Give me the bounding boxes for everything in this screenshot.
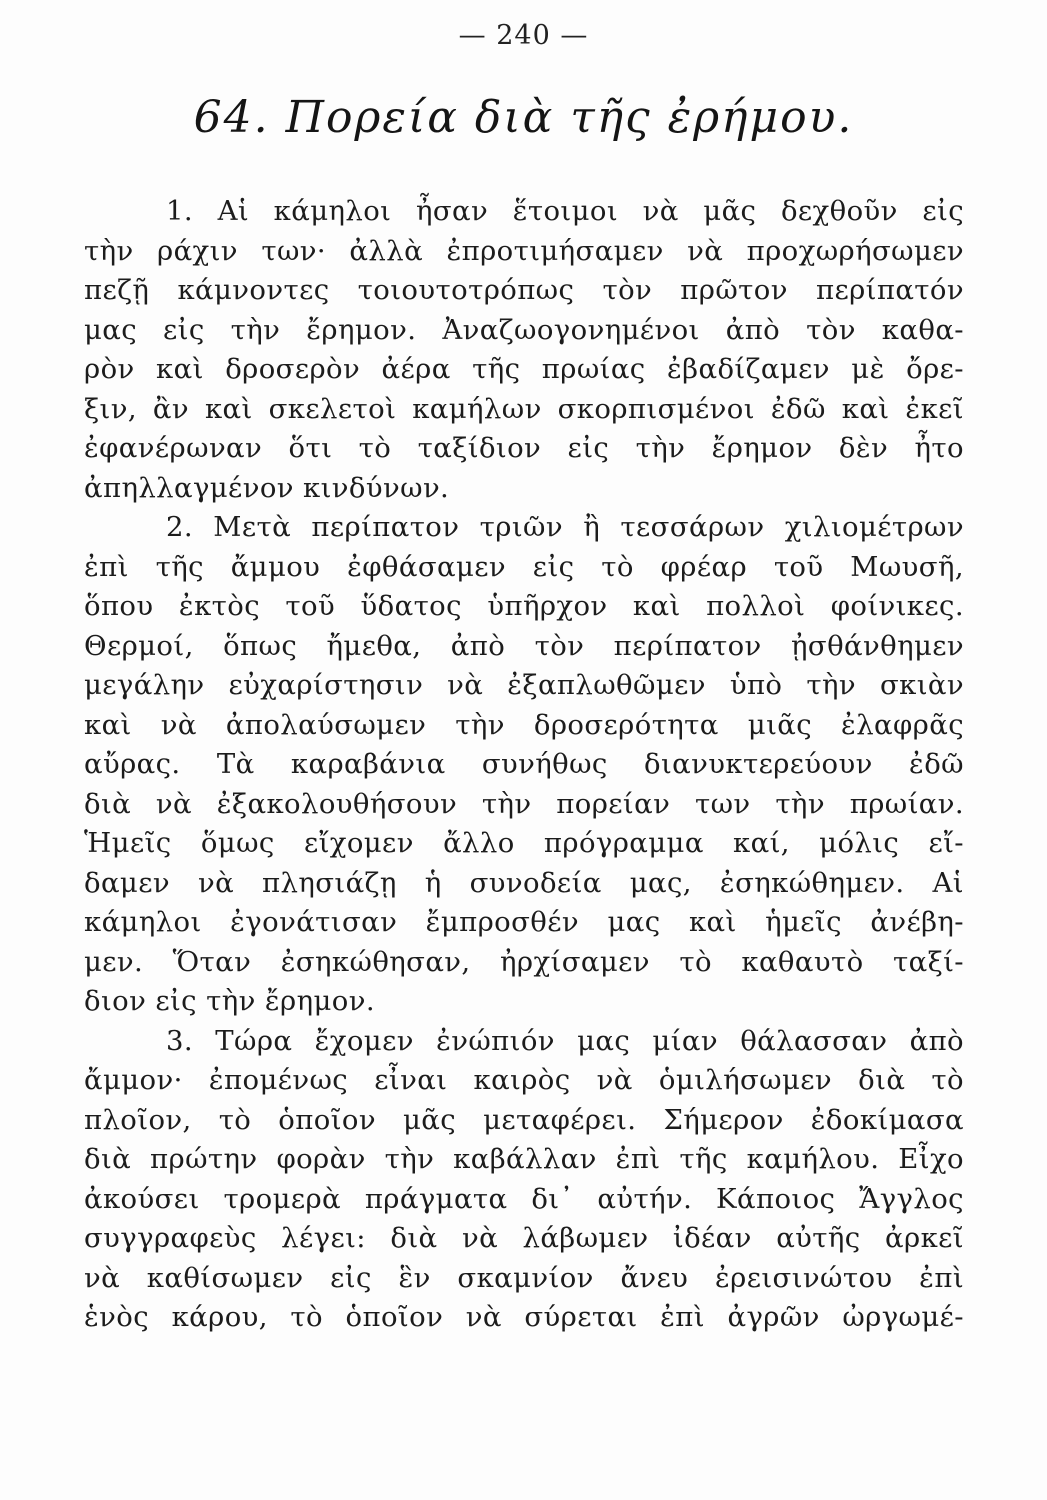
text-line: ἑνὸς κάρου, τὸ ὁποῖον νὰ σύρεται ἐπὶ ἀγρῶν ὠργωμέ- <box>84 1301 964 1333</box>
text-line: κάμηλοι ἐγονάτισαν ἔμπροσθέν μας καὶ ἡμεῖς ἀνέβη- <box>84 906 964 938</box>
text-line: διὰ νὰ ἐξακολουθήσουν τὴν πορείαν των τὴν πρωίαν. <box>84 787 964 820</box>
text-line: νὰ καθίσωμεν εἰς ἓν σκαμνίον ἄνευ ἐρεισινώτου ἐπὶ <box>84 1261 964 1294</box>
text-line: 2. Μετὰ περίπατον τριῶν ἢ τεσσάρων χιλιομέτρων <box>166 511 964 543</box>
text-line: καὶ νὰ ἀπολαύσωμεν τὴν δροσερότητα μιᾶς ἐλαφρᾶς <box>84 708 964 741</box>
text-line: ἀκούσει τρομερὰ πράγματα δι᾽ αὐτήν. Κάποιος Ἄγγλος <box>84 1182 964 1215</box>
text-line: πεζῇ κάμνοντες τοιουτοτρόπως τὸν πρῶτον περίπατόν <box>84 274 964 306</box>
text-line: διὰ πρώτην φορὰν τὴν καβάλλαν ἐπὶ τῆς καμήλου. Εἶχο <box>84 1143 964 1175</box>
chapter-title: 64. Πορεία διὰ τῆς ἐρήμου. <box>193 92 854 143</box>
text-line: Θερμοί, ὅπως ἤμεθα, ἀπὸ τὸν περίπατον ᾐσθάνθημεν <box>84 629 964 662</box>
text-line: Ἡμεῖς ὅμως εἴχομεν ἄλλο πρόγραμμα καί, μόλις εἴ- <box>84 827 964 859</box>
text-line: μας εἰς τὴν ἔρημον. Ἀναζωογονημένοι ἀπὸ τὸν καθα- <box>84 313 964 346</box>
text-line: ὅπου ἐκτὸς τοῦ ὕδατος ὑπῆρχον καὶ πολλοὶ φοίνικες. <box>84 590 964 622</box>
text-line: 1. Αἱ κάμηλοι ἦσαν ἕτοιμοι νὰ μᾶς δεχθοῦν εἰς <box>166 195 964 227</box>
text-line: συγγραφεὺς λέγει: διὰ νὰ λάβωμεν ἰδέαν αὐτῆς ἀρκεῖ <box>84 1222 964 1254</box>
page-number: — 240 — <box>458 20 589 51</box>
text-line: ἀπηλλαγμένον κινδύνων. <box>84 471 450 504</box>
text-line: δαμεν νὰ πλησιάζῃ ἡ συνοδεία μας, ἐσηκώθημεν. Αἱ <box>84 866 964 899</box>
text-line: ρὸν καὶ δροσερὸν ἀέρα τῆς πρωίας ἐβαδίζαμεν μὲ ὄρε- <box>84 353 964 385</box>
text-line: ἐπὶ τῆς ἄμμου ἐφθάσαμεν εἰς τὸ φρέαρ τοῦ Μωυσῆ, <box>84 550 964 583</box>
text-line: αὔρας. Τὰ καραβάνια συνήθως διανυκτερεύουν ἐδῶ <box>84 748 964 780</box>
text-line: τὴν ράχιν των· ἀλλὰ ἐπροτιμήσαμεν νὰ προχωρήσωμεν <box>84 234 964 267</box>
text-line: διον εἰς τὴν ἔρημον. <box>84 985 375 1017</box>
text-line: ἐφανέρωναν ὅτι τὸ ταξίδιον εἰς τὴν ἔρημον δὲν ἦτο <box>84 432 964 464</box>
text-line: ἄμμον· ἐπομένως εἶναι καιρὸς νὰ ὁμιλήσωμεν διὰ τὸ <box>84 1064 964 1096</box>
text-line: 3. Τώρα ἔχομεν ἐνώπιόν μας μίαν θάλασσαν ἀπὸ <box>166 1024 964 1057</box>
text-line: μεν. Ὅταν ἐσηκώθησαν, ἠρχίσαμεν τὸ καθαυτὸ ταξί- <box>84 945 964 978</box>
text-line: μεγάλην εὐχαρίστησιν νὰ ἐξαπλωθῶμεν ὑπὸ τὴν σκιὰν <box>84 669 964 701</box>
body-text <box>84 192 964 1338</box>
text-line: πλοῖον, τὸ ὁποῖον μᾶς μεταφέρει. Σήμερον ἐδοκίμασα <box>84 1103 964 1136</box>
text-line: ξιν, ἂν καὶ σκελετοὶ καμήλων σκορπισμένοι ἐδῶ καὶ ἐκεῖ <box>84 392 964 425</box>
